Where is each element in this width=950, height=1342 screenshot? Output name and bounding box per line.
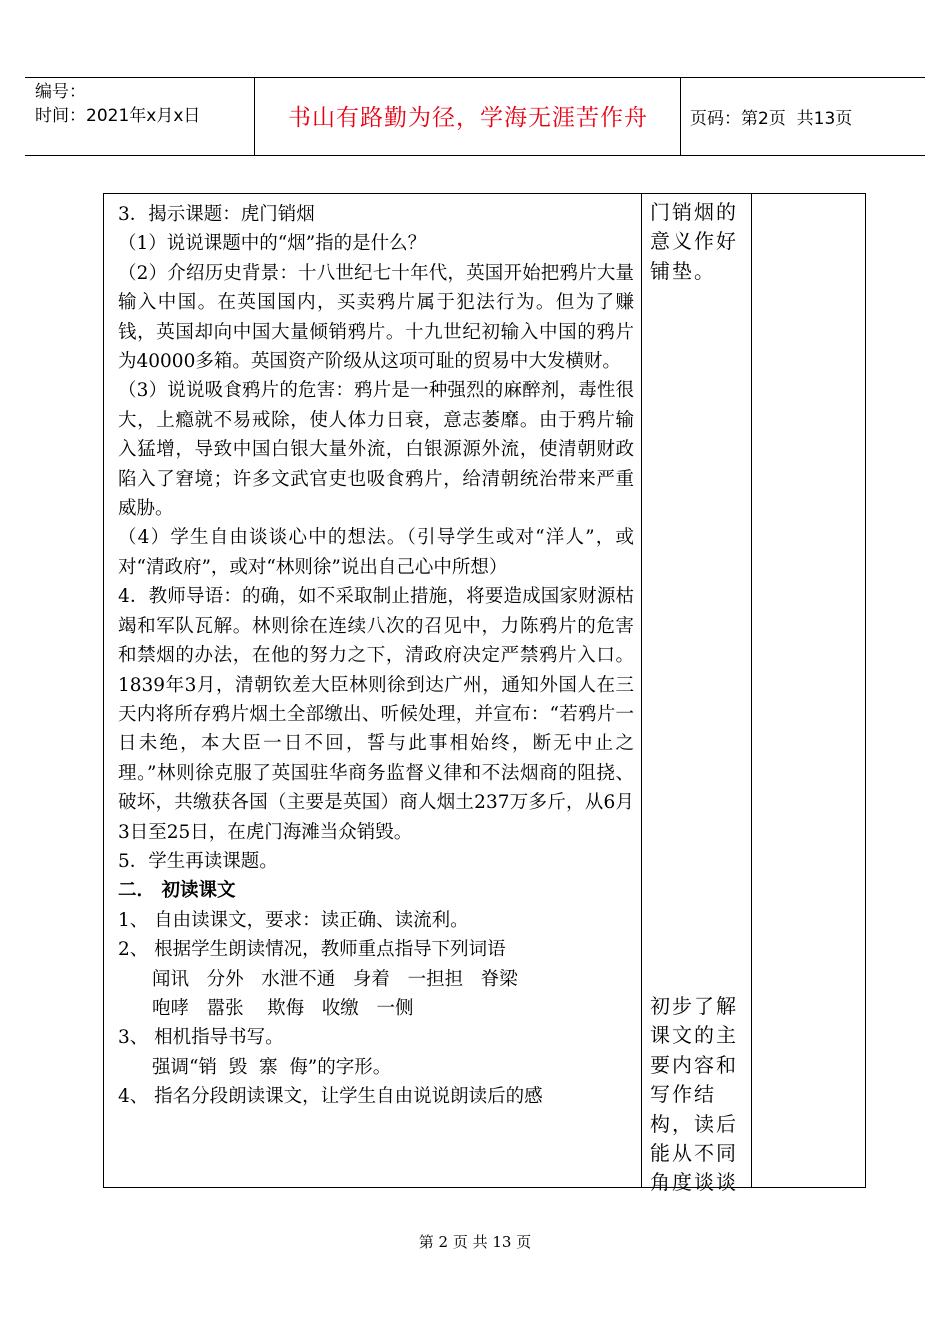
column-divider-2	[751, 194, 752, 1187]
section-2-item-3: 3、 相机指导书写。	[118, 1027, 284, 1049]
document-time: 时间：2021年x月x日	[35, 106, 201, 126]
lesson-plan-table	[103, 193, 866, 1195]
vocabulary-row-2: 咆哮 嚣张 欺侮 收缴 一侧	[152, 997, 414, 1019]
header-page-info: 页码：第2页 共13页	[690, 109, 853, 129]
step-3-opium-harm: （3）说说吸食鸦片的危害：鸦片是一种强烈的麻醉剂，毒性很大，上瘾就不易戒除，使人体力日衰，意志萎靡。由于鸦片输入猛增，导致中国白银大量外流，白银源源外流，使清朝财政陷入了窘境；许多文武官吏也吸食鸦片，给清朝统治带来严重威胁。	[118, 380, 634, 520]
note-bottom-text: 初步了解课文的主要内容和写作结构，读后能从不同角度谈谈	[650, 994, 738, 1195]
step-5-reread: 5．学生再读课题。	[118, 850, 278, 872]
design-note-top	[650, 198, 746, 286]
header-motto: 书山有路勤为径，学海无涯苦作舟	[288, 105, 648, 131]
header-divider-left	[254, 77, 255, 155]
writing-emphasis: 强调“销 毁 寨 侮”的字形。	[152, 1056, 392, 1078]
header-divider-right	[680, 77, 681, 155]
step-3-title: 3．揭示课题：虎门销烟	[118, 204, 315, 225]
section-2-title: 二． 初读课文	[118, 880, 236, 902]
header-top-rule	[25, 77, 925, 78]
document-number-label: 编号：	[35, 82, 86, 102]
section-2-item-1: 1、 自由读课文，要求：读正确、读流利。	[118, 909, 469, 931]
step-3-question-1: （1）说说课题中的“烟”指的是什么？	[118, 233, 427, 255]
section-2-item-4: 4、 指名分段朗读课文，让学生自由说说朗读后的感	[118, 1086, 543, 1108]
header-meta	[35, 80, 200, 128]
column-divider-1	[641, 194, 642, 1187]
header-bottom-rule	[25, 155, 925, 156]
note-top-text: 门销烟的意义作好铺垫。	[650, 200, 738, 283]
page-footer: 第 2 页 共 13 页	[418, 1233, 532, 1251]
step-3-background: （2）介绍历史背景：十八世纪七十年代，英国开始把鸦片大量输入中国。在英国国内，买卖鸦片属于犯法行为。但为了赚钱，英国却向中国大量倾销鸦片。十九世纪初输入中国的鸦片为40000多箱。英国资产阶级从这项可耻的贸易中大发横财。	[118, 262, 634, 373]
lesson-content-cell	[118, 200, 634, 1112]
step-3-student-thoughts: （4）学生自由谈谈心中的想法。（引导学生或对“洋人”，或对“清政府”，或对“林则徐”说出自己心中所想）	[118, 527, 634, 578]
section-2-item-2: 2、 根据学生朗读情况，教师重点指导下列词语	[118, 939, 506, 961]
step-4-teacher-intro: 4．教师导语：的确，如不采取制止措施，将要造成国家财源枯竭和军队瓦解。林则徐在连续八次的召见中，力陈鸦片的危害和禁烟的办法，在他的努力之下，清政府决定严禁鸦片入口。1839年3月，清朝钦差大臣林则徐到达广州，通知外国人在三天内将所存鸦片烟土全部缴出、听候处理，并宣布：“若鸦片一日未绝，本大臣一日不回，誓与此事相始终，断无中止之理。”林则徐克服了英国驻华商务监督义律和不法烟商的阻挠、破坏，共缴获各国（主要是英国）商人烟土237万多斤，从6月3日至25日，在虎门海滩当众销毁。	[118, 586, 634, 843]
design-note-bottom	[650, 992, 746, 1198]
vocabulary-row-1: 闻讯 分外 水泄不通 身着 一担担 脊梁	[152, 968, 518, 990]
